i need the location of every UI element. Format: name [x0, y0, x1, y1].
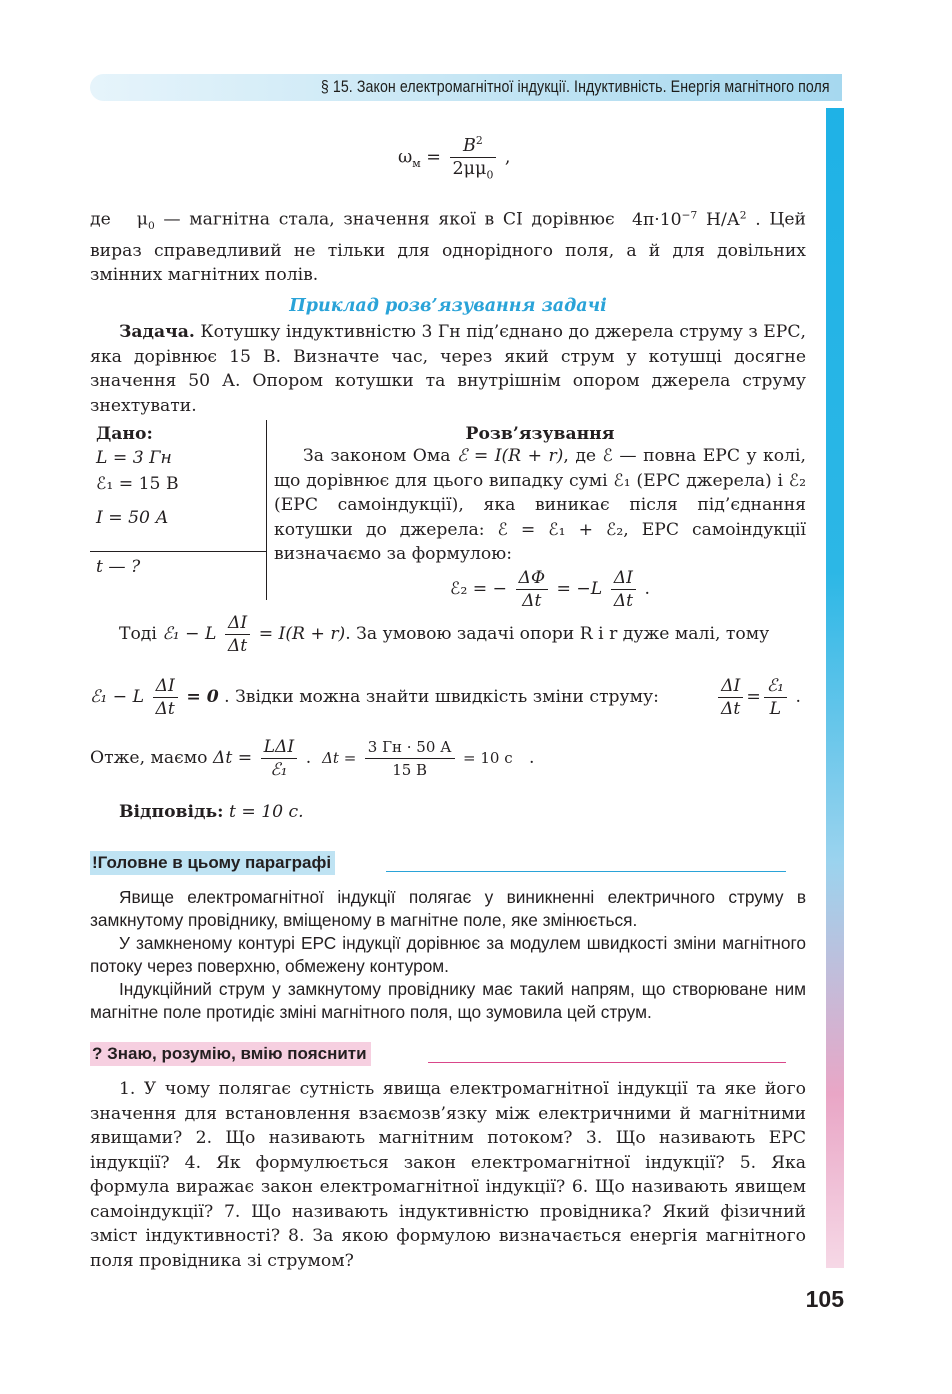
- running-header-title: § 15. Закон електромагнітної індукції. Індуктивність. Енергія магнітного поля: [321, 78, 830, 96]
- intro-paragraph: де $\mu_0$ — магнітна стала, значення якої в СІ дорівнює $4\pi\cdot 10^{-7}$ $Н/А^2$ . Цей вираз справедливий не тільки для однорідного поля, а й для довільних змінних магнітних полів.: [90, 208, 806, 286]
- given-label: Дано:: [96, 424, 153, 444]
- summary-paragraph: Індукційний струм у замкнутому провіднику має такий напрям, що створюване ним магнітне поле протидіє зміні магнітного поля, що зумовила цей струм.: [90, 979, 806, 1022]
- find-item: t — ?: [96, 557, 141, 577]
- running-header: [90, 74, 842, 101]
- page-number: 105: [805, 1286, 844, 1312]
- task-label: Задача.: [119, 322, 195, 342]
- summary-heading-rule: [386, 871, 786, 872]
- zero-line: ℰ₁ − L $\frac{\Delta I}{\Delta t}$ = 0 . Звідки можна знайти швидкість зміни струму: $\frac{\Delta I}{\Delta t}$ = $\frac{\text{ℰ₁}}{L}$ .: [90, 676, 801, 719]
- side-color-strip: [826, 108, 844, 1268]
- given-divider-horizontal: [90, 551, 266, 552]
- example-title: Приклад розв’язування задачі: [289, 296, 607, 316]
- answer-line: Відповідь: t = 10 с.: [119, 802, 304, 822]
- questions-text: 1. У чому полягає сутність явища електромагнітної індукції та яке його значення для встановлення взаємозв’язку між електричними й магнітними явищами? 2. Що називають магнітним потоком? 3. Що називають ЕРС індукції? 4. Як формулюється закон електромагнітної індукції? 5. Яка формула виражає закон електромагнітної індукції? 6. Що називають явищем самоіндукції? 7. Що називають індуктивністю провідника? Який фізичний зміст індуктивності? 8. За якою формулою визначається енергія магнітного поля провідника зі струмом?: [90, 1079, 806, 1271]
- given-item: ℰ₁ = 15 В: [96, 474, 179, 494]
- given-divider-vertical: [266, 420, 267, 600]
- given-item: I = 50 А: [96, 508, 169, 528]
- questions-heading-rule: [428, 1062, 786, 1063]
- summary-paragraph: Явище електромагнітної індукції полягає у виникненні електричного струму в замкнутому провіднику, вміщеному в магнітне поле, яке змінюється.: [90, 887, 806, 930]
- solution-text: За законом Ома ℰ = I(R + r), де ℰ — повна ЕРС у колі, що дорівнює для цього випадку сумі ℰ₁ (ЕРС джерела) і ℰ₂ (ЕРС самоіндукції), яка виникає після під’єднання котушки до джерела: ℰ = ℰ₁ + ℰ₂, ЕРС самоіндукції визначаємо за формулою:: [274, 446, 806, 564]
- rate-formula: $\frac{\Delta I}{\Delta t}$ = $\frac{\text{ℰ₁}}{L}$ .: [715, 675, 801, 720]
- summary-heading: !Головне в цьому параграфі: [90, 851, 790, 875]
- then-line: Тоді ℰ₁ − L $\frac{\Delta I}{\Delta t}$ = I(R + r). За умовою задачі опори R і r дуже малі, тому: [119, 613, 770, 656]
- task-paragraph: Задача. Котушку індуктивністю 3 Гн під’єднано до джерела струму з ЕРС, яка дорівнює 15 В. Визначте час, через який струм у котушці досягне значення 50 А. Опором котушки та внутрішнім опором джерела струму знехтувати.: [90, 322, 806, 416]
- self-induction-formula: ℰ₂ = − $\frac{\Delta\Phi}{\Delta t}$ = −L $\frac{\Delta I}{\Delta t}$ .: [450, 567, 650, 611]
- so-line: Отже, маємо Δt = $\frac{\text{LΔI}}{\text{ℰ₁}}$ . Δt = $\frac{3 Гн \cdot 50 А}{15 В}$ = 10 с .: [90, 737, 535, 780]
- solution-column: [274, 420, 806, 612]
- formula-fraction: $\frac{B^2}{2\mu\mu_0}$: [450, 130, 497, 186]
- formula-lhs: ω: [398, 147, 413, 168]
- questions-heading: ? Знаю, розумію, вмію пояснити: [90, 1042, 790, 1066]
- summary-paragraph: У замкненому контурі ЕРС індукції дорівнює за модулем швидкості зміни магнітного потоку через поверхню, обмежену контуром.: [90, 933, 806, 976]
- given-item: L = 3 Гн: [96, 448, 172, 468]
- solution-label: Розв’язування: [465, 424, 615, 444]
- energy-density-formula: $\omega_м$ = $\frac{B^2}{2\mu\mu_0}$ ,: [398, 130, 511, 186]
